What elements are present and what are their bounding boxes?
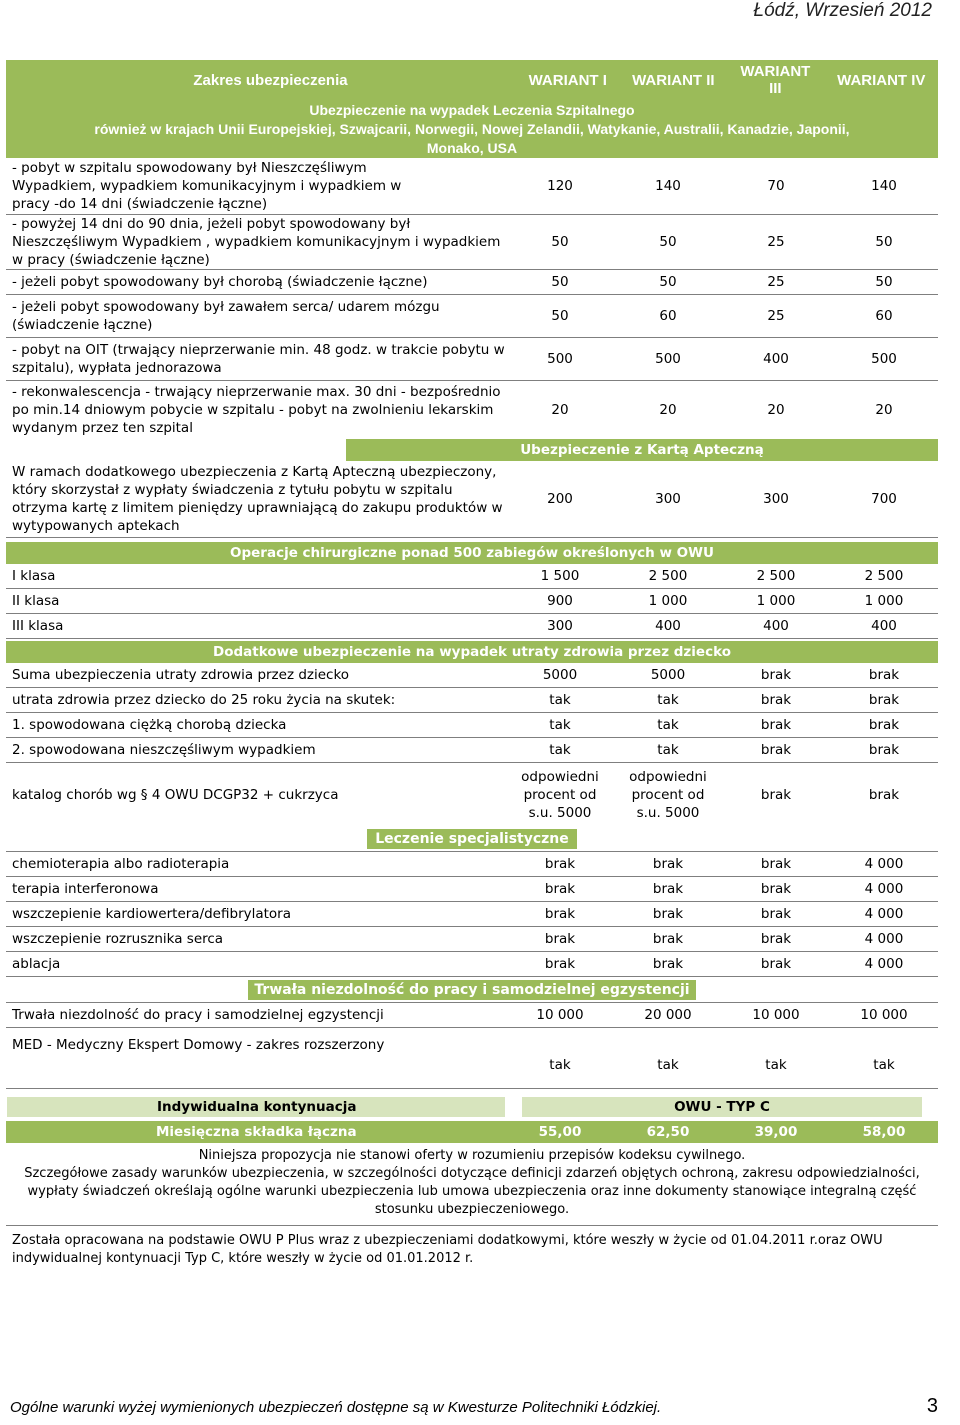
table-row — [6, 852, 938, 877]
value-cell: 4 000 — [864, 881, 904, 897]
table-row — [6, 338, 938, 381]
value-cell: 2 500 — [648, 568, 688, 584]
value-cell: brak — [760, 931, 792, 947]
value-cell: 50 — [875, 274, 893, 290]
insurance-table — [6, 60, 938, 1268]
child-title: Dodatkowe ubezpieczenie na wypadek utraty zdrowia przez dziecko — [6, 641, 938, 663]
value-cell: brak — [760, 856, 792, 872]
value-cell: 60 — [659, 308, 677, 324]
value-cell: brak — [760, 956, 792, 972]
value-cell: 300 — [655, 491, 681, 507]
table-row — [6, 295, 938, 338]
value-cell: 140 — [655, 178, 681, 194]
row-label: III klasa — [12, 618, 64, 634]
value-cell: 4 000 — [864, 906, 904, 922]
scope-header: Zakres ubezpieczenia — [193, 71, 348, 89]
row-label: W ramach dodatkowego ubezpieczenia z Kartą Apteczną ubezpieczony, który skorzystał z wypłaty świadczenia z tytułu pobytu w szpitalu otrzyma kartę z limitem pieniędzy uprawniającą do zakupu produktów w wytypowanych aptekach — [12, 464, 503, 534]
value-cell: 400 — [763, 618, 789, 634]
row-label: MED - Medyczny Ekspert Domowy - zakres rozszerzony — [12, 1037, 385, 1053]
value-cell: 400 — [655, 618, 681, 634]
value-cell: 50 — [551, 274, 569, 290]
value-cell: 20 — [659, 402, 677, 418]
value-cell: 1 500 — [540, 568, 580, 584]
table-row — [6, 1028, 938, 1089]
continuation-value-wrap — [506, 1097, 938, 1117]
pharmacy-title: Ubezpieczenie z Kartą Apteczną — [346, 439, 938, 461]
value-cell: 50 — [551, 308, 569, 324]
value-cell: 60 — [875, 308, 893, 324]
bottom-note: Ogólne warunki wyżej wymienionych ubezpieczeń dostępne są w Kwesturze Politechniki Łódzkiej. — [10, 1399, 662, 1416]
table-row — [6, 589, 938, 614]
continuation-label: Indywidualna kontynuacja — [7, 1097, 505, 1117]
value-cell: 400 — [871, 618, 897, 634]
value-cell: brak — [868, 667, 900, 683]
premium-value: 62,50 — [646, 1124, 690, 1140]
table-row — [6, 1002, 938, 1028]
value-cell: tak — [765, 1057, 787, 1073]
disability-title-wrap — [6, 978, 938, 1002]
table-row — [6, 902, 938, 927]
value-cell: brak — [760, 667, 792, 683]
value-cell: tak — [657, 1057, 679, 1073]
value-cell: 50 — [659, 234, 677, 250]
value-cell: brak — [760, 692, 792, 708]
value-cell: 500 — [655, 351, 681, 367]
value-cell: tak — [549, 692, 571, 708]
value-cell: 300 — [547, 618, 573, 634]
value-cell: 20 — [875, 402, 893, 418]
value-cell: 10 000 — [860, 1007, 908, 1023]
value-cell: 1 000 — [648, 593, 688, 609]
value-cell: brak — [652, 881, 684, 897]
table-row — [6, 381, 938, 439]
value-cell: brak — [544, 931, 576, 947]
value-cell: brak — [652, 856, 684, 872]
table-header — [6, 60, 938, 100]
value-cell: 50 — [659, 274, 677, 290]
premium-value: 55,00 — [538, 1124, 582, 1140]
row-label: terapia interferonowa — [12, 881, 159, 897]
hospital-title: Ubezpieczenie na wypadek Leczenia Szpitalnego — [6, 100, 938, 120]
value-cell: brak — [544, 906, 576, 922]
header-date: Łódź, Wrzesień 2012 — [753, 0, 932, 21]
table-row — [6, 564, 938, 589]
premium-row — [6, 1121, 938, 1143]
value-cell: 200 — [547, 491, 573, 507]
value-cell: 25 — [767, 308, 785, 324]
value-cell: 50 — [551, 234, 569, 250]
row-label: - rekonwalescencja - trwający nieprzerwanie max. 30 dni - bezpośrednio po min.14 dniowym pobycie w szpitalu - pobyt na zwolnieniu lekarskim wydanym przez ten szpital — [12, 384, 501, 436]
row-label: ablacja — [12, 956, 61, 972]
value-cell: tak — [873, 1057, 895, 1073]
value-cell: 5000 — [542, 667, 578, 683]
table-row — [6, 461, 938, 538]
value-cell: 10 000 — [752, 1007, 800, 1023]
value-cell: brak — [544, 856, 576, 872]
value-cell: 20 — [551, 402, 569, 418]
table-row — [6, 688, 938, 713]
value-cell: 2 500 — [756, 568, 796, 584]
value-cell: 4 000 — [864, 856, 904, 872]
value-cell: 2 500 — [864, 568, 904, 584]
disability-title: Trwała niezdolność do pracy i samodzielnej egzystencji — [248, 980, 695, 1000]
value-cell: brak — [652, 931, 684, 947]
value-cell: 1 000 — [864, 593, 904, 609]
table-row — [6, 270, 938, 295]
row-label: II klasa — [12, 593, 60, 609]
value-cell: brak — [544, 956, 576, 972]
value-cell: 900 — [547, 593, 573, 609]
variant-header-3: WARIANT III — [740, 63, 811, 97]
table-row — [6, 215, 938, 270]
row-label: Trwała niezdolność do pracy i samodzielnej egzystencji — [12, 1007, 384, 1023]
continuation-value: OWU - TYP C — [522, 1097, 922, 1117]
value-cell: 1 000 — [756, 593, 796, 609]
value-cell: 500 — [871, 351, 897, 367]
value-cell: brak — [760, 906, 792, 922]
value-cell: 20 000 — [644, 1007, 692, 1023]
row-label: wszczepienie rozrusznika serca — [12, 931, 224, 947]
table-row — [6, 614, 938, 639]
row-label: 1. spowodowana ciężką chorobą dziecka — [12, 717, 287, 733]
row-label: - jeżeli pobyt spowodowany był zawałem serca/ udarem mózgu (świadczenie łączne) — [12, 299, 440, 333]
footer-note-1: Niniejsza propozycja nie stanowi oferty w rozumieniu przepisów kodeksu cywilnego. — [198, 1148, 746, 1163]
value-cell: 500 — [547, 351, 573, 367]
value-cell: brak — [868, 717, 900, 733]
value-cell: brak — [868, 742, 900, 758]
value-cell: 4 000 — [864, 931, 904, 947]
table-row — [6, 927, 938, 952]
hospital-subtitle: również w krajach Unii Europejskiej, Szwajcarii, Norwegii, Nowej Zelandii, Watykanie, Australii, Kanadzie, Japonii, Monako, USA — [6, 120, 938, 158]
value-cell: brak — [868, 692, 900, 708]
value-cell: 10 000 — [536, 1007, 584, 1023]
value-cell: brak — [760, 717, 792, 733]
value-cell: brak — [760, 881, 792, 897]
footer-note-3: Została opracowana na podstawie OWU P Plus wraz z ubezpieczeniami dodatkowymi, które weszły w życie od 01.04.2011 r.oraz OWU indywidualnej kontynuacji Typ C, które weszły w życie od 01.01.2012 r. — [12, 1233, 883, 1266]
value-cell: tak — [549, 742, 571, 758]
value-cell: odpowiedni procent od s.u. 5000 — [521, 769, 599, 821]
value-cell: brak — [652, 906, 684, 922]
specialist-title-wrap — [6, 827, 938, 852]
footer-divider — [6, 1225, 938, 1226]
row-label: I klasa — [12, 568, 56, 584]
value-cell: 70 — [767, 178, 785, 194]
value-cell: 300 — [763, 491, 789, 507]
row-label: chemioterapia albo radioterapia — [12, 856, 230, 872]
value-cell: tak — [549, 1057, 571, 1073]
row-label: utrata zdrowia przez dziecko do 25 roku życia na skutek: — [12, 692, 396, 708]
row-label: katalog chorób wg § 4 OWU DCGP32 + cukrzyca — [12, 787, 339, 803]
value-cell: odpowiedni procent od s.u. 5000 — [629, 769, 707, 821]
value-cell: 5000 — [650, 667, 686, 683]
value-cell: 50 — [875, 234, 893, 250]
row-label: wszczepienie kardiowertera/defibrylatora — [12, 906, 292, 922]
continuation-label-wrap — [6, 1097, 506, 1117]
surgery-title: Operacje chirurgiczne ponad 500 zabiegów określonych w OWU — [6, 542, 938, 564]
value-cell: tak — [657, 742, 679, 758]
premium-value: 58,00 — [862, 1124, 906, 1140]
footer-note-2: Szczegółowe zasady warunków ubezpieczenia, w szczególności dotyczące definicji zdarzeń objętych ochroną, zakresu odpowiedzialności, wypłaty świadczeń określają ogólne warunki ubezpieczenia lub umowa ubezpieczenia oraz inne dokumenty stanowiące integralną część stosunku ubezpieczeniowego. — [24, 1166, 920, 1217]
value-cell: tak — [549, 717, 571, 733]
specialist-title: Leczenie specjalistyczne — [367, 829, 577, 849]
value-cell: brak — [760, 787, 792, 803]
value-cell: tak — [657, 717, 679, 733]
table-row — [6, 763, 938, 827]
row-label: - jeżeli pobyt spowodowany był chorobą (świadczenie łączne) — [12, 274, 428, 290]
row-label: - pobyt w szpitalu spowodowany był Nieszczęśliwym Wypadkiem, wypadkiem komunikacyjnym i wypadkiem w pracy -do 14 dni (świadczenie łączne) — [12, 160, 402, 212]
value-cell: 400 — [763, 351, 789, 367]
value-cell: 25 — [767, 274, 785, 290]
row-label: Suma ubezpieczenia utraty zdrowia przez dziecko — [12, 667, 350, 683]
table-row — [6, 952, 938, 977]
variant-header-4: WARIANT IV — [837, 71, 926, 89]
value-cell: brak — [760, 742, 792, 758]
value-cell: brak — [544, 881, 576, 897]
value-cell: 4 000 — [864, 956, 904, 972]
table-row — [6, 738, 938, 763]
variant-header-1: WARIANT I — [528, 71, 607, 89]
premium-value: 39,00 — [754, 1124, 798, 1140]
value-cell: 120 — [547, 178, 573, 194]
row-label: 2. spowodowana nieszczęśliwym wypadkiem — [12, 742, 316, 758]
premium-label: Miesięczna składka łączna — [156, 1124, 357, 1140]
value-cell: 700 — [871, 491, 897, 507]
value-cell: brak — [652, 956, 684, 972]
row-label: - powyżej 14 dni do 90 dnia, jeżeli pobyt spowodowany był Nieszczęśliwym Wypadkiem , wypadkiem komunikacyjnym i wypadkiem w pracy (świadczenie łączne) — [12, 216, 501, 268]
table-row — [6, 713, 938, 738]
value-cell: 25 — [767, 234, 785, 250]
continuation-row — [6, 1097, 938, 1117]
page-number: 3 — [926, 1395, 938, 1417]
table-row — [6, 663, 938, 688]
table-row — [6, 877, 938, 902]
value-cell: tak — [657, 692, 679, 708]
row-label: - pobyt na OIT (trwający nieprzerwanie min. 48 godz. w trakcie pobytu w szpitalu), wypłata jednorazowa — [12, 342, 505, 376]
table-row — [6, 158, 938, 215]
variant-header-2: WARIANT II — [632, 71, 715, 89]
value-cell: 140 — [871, 178, 897, 194]
value-cell: brak — [868, 787, 900, 803]
value-cell: 20 — [767, 402, 785, 418]
